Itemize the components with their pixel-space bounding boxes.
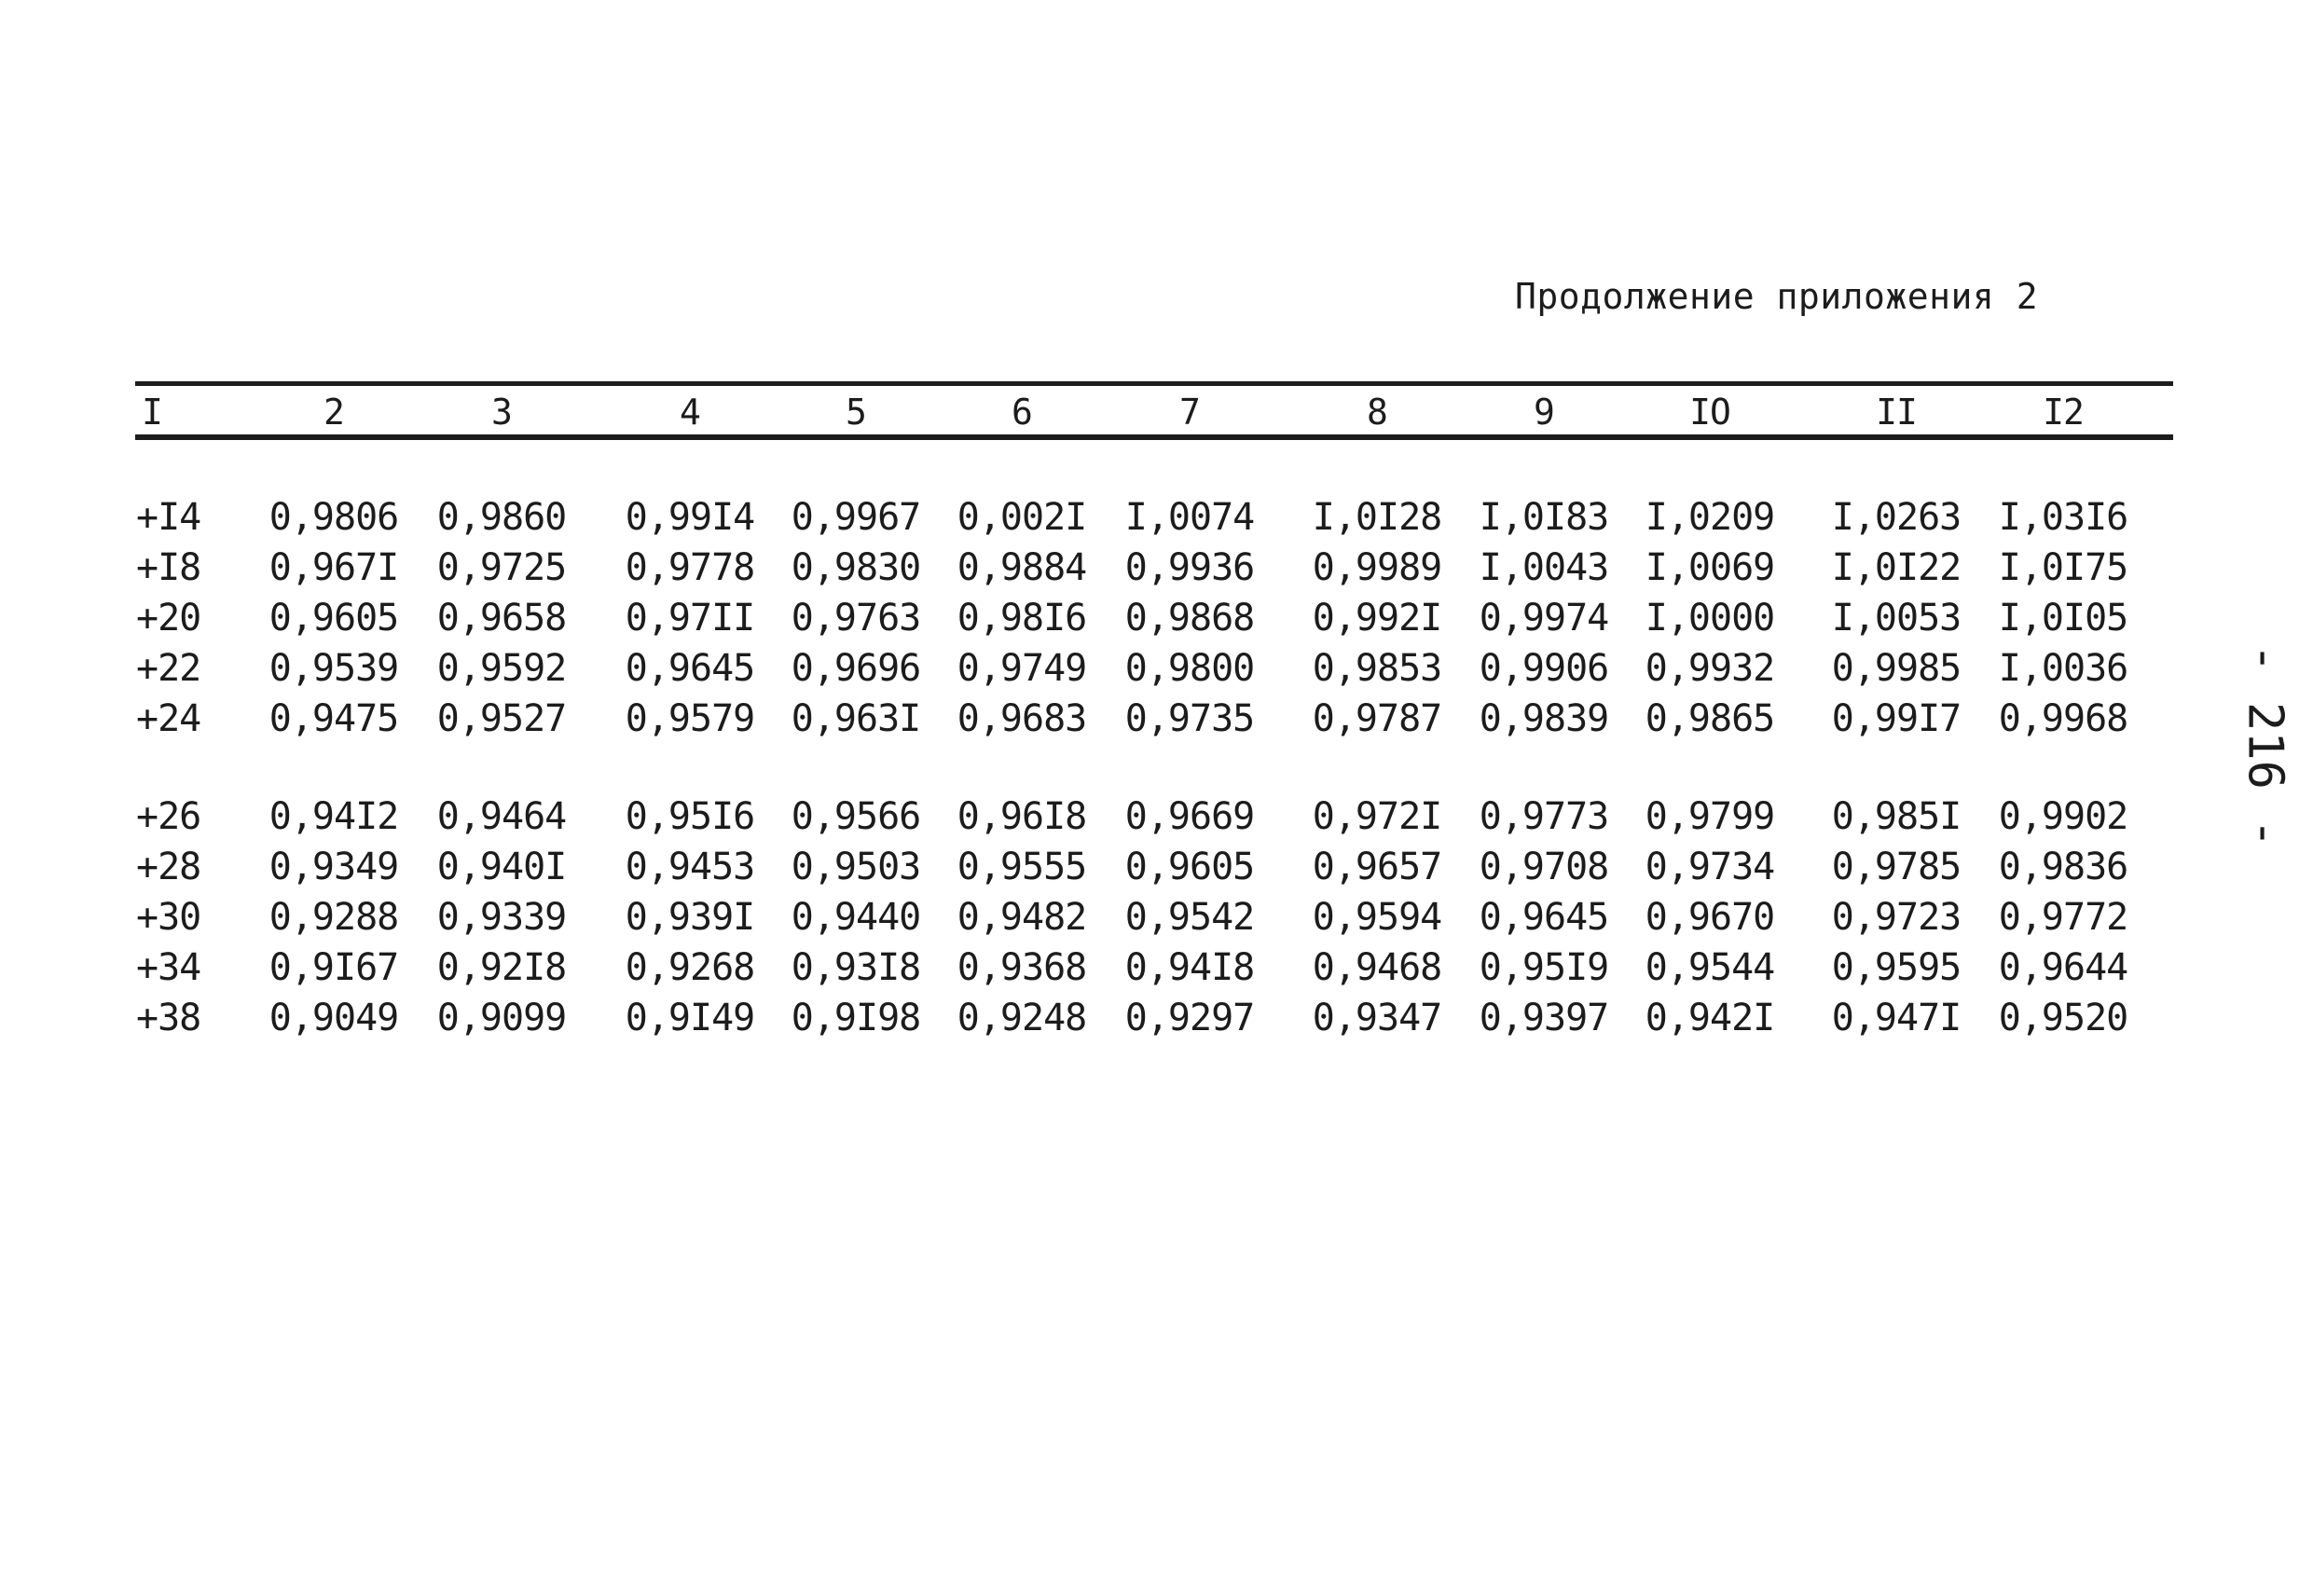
table-cell: I,0074 (1124, 496, 1255, 539)
table-cell: 0,9347 (1312, 997, 1442, 1039)
row-label: +38 (136, 997, 201, 1039)
table-cell: 0,9542 (1124, 896, 1255, 939)
table-cell: 0,95I9 (1479, 946, 1609, 989)
table-cell: 0,9566 (791, 795, 921, 838)
table-cell: 0,9555 (957, 846, 1087, 888)
table-cell: 0,9I98 (791, 997, 921, 1039)
table-cell: 0,9749 (957, 647, 1087, 690)
column-header-8: 8 (1367, 392, 1387, 433)
row-label: +22 (136, 647, 201, 690)
table-cell: 0,9836 (1998, 846, 2128, 888)
table-cell: 0,95I6 (625, 795, 755, 838)
table-cell: 0,9I49 (625, 997, 755, 1039)
table-cell: 0,9368 (957, 946, 1087, 989)
table-cell: 0,94I8 (1124, 946, 1255, 989)
table-cell: 0,9645 (1479, 896, 1609, 939)
table-cell: I,0053 (1831, 597, 1962, 640)
table-cell: 0,9527 (436, 697, 567, 740)
table-cell: 0,9592 (436, 647, 567, 690)
row-label: +I4 (136, 496, 201, 539)
table-cell: 0,9723 (1831, 896, 1962, 939)
table-cell: 0,9248 (957, 997, 1087, 1039)
page-number: - 216 - (2237, 643, 2293, 848)
row-label: +I8 (136, 546, 201, 589)
column-header-10: IO (1689, 392, 1730, 433)
table-cell: 0,9268 (625, 946, 755, 989)
table-cell: 0,992I (1312, 597, 1442, 640)
table-cell: I,0209 (1645, 496, 1775, 539)
table-cell: I,0I28 (1312, 496, 1442, 539)
table-cell: I,0I22 (1831, 546, 1962, 589)
table-cell: 0,9932 (1645, 647, 1775, 690)
table-cell: 0,9482 (957, 896, 1087, 939)
table-cell: 0,9839 (1479, 697, 1609, 740)
table-cell: 0,9397 (1479, 997, 1609, 1039)
table-cell: 0,9800 (1124, 647, 1255, 690)
column-header-7: 7 (1179, 392, 1200, 433)
table-cell: 0,9902 (1998, 795, 2128, 838)
column-header-3: 3 (491, 392, 512, 433)
page-heading: Продолжение приложения 2 (1515, 276, 2039, 317)
table-cell: 0,98I6 (957, 597, 1087, 640)
table-cell: 0,9503 (791, 846, 921, 888)
table-header-rule (135, 434, 2173, 440)
table-cell: 0,9579 (625, 697, 755, 740)
table-cell: 0,9778 (625, 546, 755, 589)
column-header-2: 2 (324, 392, 344, 433)
table-cell: 0,92I8 (436, 946, 567, 989)
table-cell: 0,9468 (1312, 946, 1442, 989)
table-cell: 0,9799 (1645, 795, 1775, 838)
table-cell: 0,9657 (1312, 846, 1442, 888)
table-cell: 0,939I (625, 896, 755, 939)
table-cell: 0,94I2 (268, 795, 399, 838)
column-header-5: 5 (846, 392, 866, 433)
table-cell: 0,9440 (791, 896, 921, 939)
table-cell: 0,9539 (268, 647, 399, 690)
table-cell: 0,9696 (791, 647, 921, 690)
table-cell: 0,9049 (268, 997, 399, 1039)
row-label: +24 (136, 697, 201, 740)
table-cell: 0,9339 (436, 896, 567, 939)
table-cell: 0,9669 (1124, 795, 1255, 838)
table-cell: 0,9735 (1124, 697, 1255, 740)
table-cell: 0,9683 (957, 697, 1087, 740)
table-cell: 0,9968 (1998, 697, 2128, 740)
table-cell: 0,967I (268, 546, 399, 589)
table-cell: 0,9853 (1312, 647, 1442, 690)
column-header-4: 4 (680, 392, 700, 433)
table-cell: 0,9974 (1479, 597, 1609, 640)
table-cell: 0,9349 (268, 846, 399, 888)
table-cell: I,0I75 (1998, 546, 2128, 589)
table-cell: 0,9865 (1645, 697, 1775, 740)
table-cell: 0,9595 (1831, 946, 1962, 989)
table-cell: 0,9787 (1312, 697, 1442, 740)
row-label: +26 (136, 795, 201, 838)
table-cell: 0,9594 (1312, 896, 1442, 939)
table-cell: 0,9645 (625, 647, 755, 690)
row-label: +20 (136, 597, 201, 640)
table-cell: 0,9967 (791, 496, 921, 539)
table-cell: 0,9475 (268, 697, 399, 740)
table-cell: 0,93I8 (791, 946, 921, 989)
table-cell: 0,9453 (625, 846, 755, 888)
table-cell: 0,9785 (1831, 846, 1962, 888)
table-cell: I,0I83 (1479, 496, 1609, 539)
table-cell: 0,9936 (1124, 546, 1255, 589)
table-cell: 0,9297 (1124, 997, 1255, 1039)
table-cell: 0,9860 (436, 496, 567, 539)
table-cell: I,0069 (1645, 546, 1775, 589)
table-cell: 0,9763 (791, 597, 921, 640)
table-cell: 0,9725 (436, 546, 567, 589)
table-cell: I,0I05 (1998, 597, 2128, 640)
column-header-11: II (1876, 392, 1917, 433)
table-cell: 0,9830 (791, 546, 921, 589)
table-cell: I,0036 (1998, 647, 2128, 690)
table-cell: I,0263 (1831, 496, 1962, 539)
table-cell: 0,002I (957, 496, 1087, 539)
table-cell: 0,9985 (1831, 647, 1962, 690)
table-cell: 0,9773 (1479, 795, 1609, 838)
table-cell: 0,9906 (1479, 647, 1609, 690)
table-top-rule (135, 381, 2173, 386)
table-cell: 0,9099 (436, 997, 567, 1039)
table-cell: 0,99I4 (625, 496, 755, 539)
table-cell: 0,9658 (436, 597, 567, 640)
table-cell: 0,942I (1645, 997, 1775, 1039)
column-header-9: 9 (1534, 392, 1554, 433)
row-label: +30 (136, 896, 201, 939)
table-cell: 0,963I (791, 697, 921, 740)
table-cell: 0,9772 (1998, 896, 2128, 939)
table-cell: 0,9884 (957, 546, 1087, 589)
table-cell: 0,940I (436, 846, 567, 888)
table-cell: 0,9868 (1124, 597, 1255, 640)
table-cell: 0,9989 (1312, 546, 1442, 589)
table-cell: 0,96I8 (957, 795, 1087, 838)
table-cell: 0,9I67 (268, 946, 399, 989)
table-cell: 0,99I7 (1831, 697, 1962, 740)
table-cell: 0,9734 (1645, 846, 1775, 888)
column-header-6: 6 (1012, 392, 1032, 433)
column-header-1: I (142, 392, 162, 433)
table-cell: 0,9605 (1124, 846, 1255, 888)
table-cell: I,0043 (1479, 546, 1609, 589)
table-cell: 0,9544 (1645, 946, 1775, 989)
table-cell: 0,9605 (268, 597, 399, 640)
table-cell: 0,9288 (268, 896, 399, 939)
table-cell: 0,972I (1312, 795, 1442, 838)
column-header-12: I2 (2043, 392, 2084, 433)
row-label: +34 (136, 946, 201, 989)
table-cell: I,03I6 (1998, 496, 2128, 539)
row-label: +28 (136, 846, 201, 888)
table-cell: 0,947I (1831, 997, 1962, 1039)
table-cell: 0,9806 (268, 496, 399, 539)
table-cell: 0,97II (625, 597, 755, 640)
table-cell: 0,985I (1831, 795, 1962, 838)
table-cell: 0,9520 (1998, 997, 2128, 1039)
table-cell: I,0000 (1645, 597, 1775, 640)
table-cell: 0,9644 (1998, 946, 2128, 989)
table-cell: 0,9670 (1645, 896, 1775, 939)
table-cell: 0,9708 (1479, 846, 1609, 888)
table-cell: 0,9464 (436, 795, 567, 838)
